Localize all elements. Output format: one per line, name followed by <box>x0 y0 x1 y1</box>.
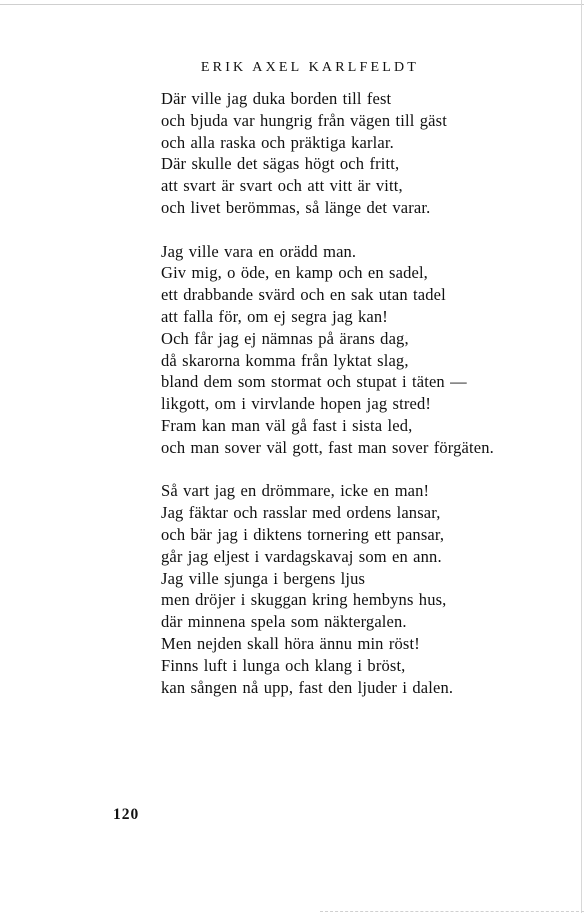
poem-line: att svart är svart och att vitt är vitt, <box>161 176 403 196</box>
poem-line: och man sover väl gott, fast man sover förgäten. <box>161 437 494 457</box>
poem-line: men dröjer i skuggan kring hembyns hus, <box>161 590 447 610</box>
stanza-3 <box>161 480 581 698</box>
page-edge-bottom <box>320 911 584 912</box>
poem-line: Giv mig, o öde, en kamp och en sadel, <box>161 263 428 283</box>
poem-line: att falla för, om ej segra jag kan! <box>161 306 388 326</box>
poem-line: Där ville jag duka borden till fest <box>161 89 392 108</box>
poem-line: Jag fäktar och rasslar med ordens lansar, <box>161 503 441 523</box>
poem-line: går jag eljest i vardagskavaj som en ann. <box>161 546 442 566</box>
stanza-2 <box>161 241 581 459</box>
poem-line: bland dem som stormat och stupat i täten — <box>161 372 467 392</box>
poem-line: Och får jag ej nämnas på ärans dag, <box>161 328 409 348</box>
poem-line: där minnena spela som näktergalen. <box>161 612 407 632</box>
poem-line: Där skulle det sägas högt och fritt, <box>161 154 400 174</box>
poem-line: och alla raska och präktiga karlar. <box>161 132 394 152</box>
poem-line: likgott, om i virvlande hopen jag stred! <box>161 394 431 414</box>
page-number: 120 <box>113 806 140 823</box>
running-head: ERIK AXEL KARLFELDT <box>200 60 420 75</box>
poem-line: Fram kan man väl gå fast i sista led, <box>161 415 413 435</box>
poem-line: då skarorna komma från lyktat slag, <box>161 350 409 370</box>
poem-line: Jag ville vara en orädd man. <box>161 241 357 261</box>
poem-line: och bär jag i diktens tornering ett pansar, <box>161 524 445 544</box>
poem-line: Så vart jag en drömmare, icke en man! <box>161 481 430 501</box>
poem-line: och livet berömmas, så länge det varar. <box>161 197 431 217</box>
poem-line: Finns luft i lunga och klang i bröst, <box>161 655 406 675</box>
page-edge-top <box>0 4 584 5</box>
page-edge-right <box>581 0 582 913</box>
poem-line: ett drabbande svärd och en sak utan tadel <box>161 285 446 305</box>
stanza-1 <box>161 88 581 219</box>
poem-line: Jag ville sjunga i bergens ljus <box>161 568 366 588</box>
poem-line: och bjuda var hungrig från vägen till gäst <box>161 110 447 130</box>
poem-body <box>161 88 581 720</box>
poem-line: kan sången nå upp, fast den ljuder i dalen. <box>161 677 454 697</box>
poem-line: Men nejden skall höra ännu min röst! <box>161 633 420 653</box>
